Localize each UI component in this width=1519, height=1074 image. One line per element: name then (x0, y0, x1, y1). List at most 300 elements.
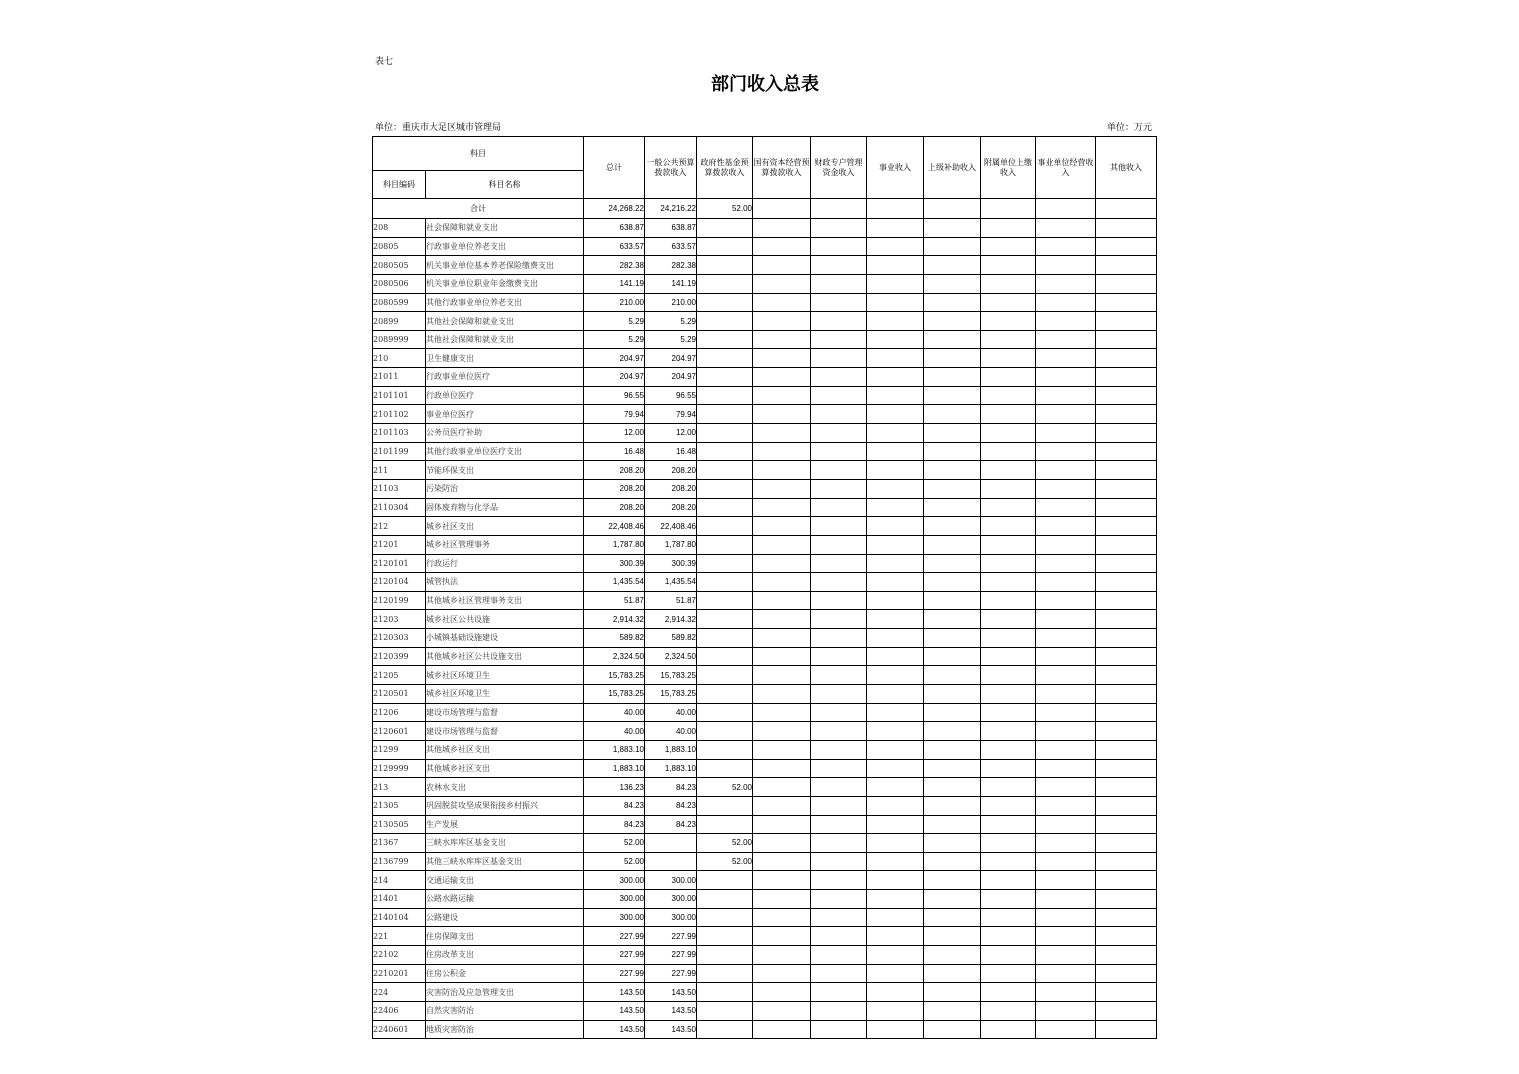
general-budget-value: 208.20 (645, 479, 697, 498)
empty-cell (1096, 219, 1157, 238)
table-row (373, 219, 1157, 238)
header-superior-subsidy: 上级补助收入 (924, 137, 981, 199)
total-value: 84.23 (584, 796, 645, 815)
table-row (373, 517, 1157, 536)
table-row (373, 908, 1157, 927)
empty-cell (1096, 703, 1157, 722)
income-table (372, 136, 1157, 1039)
total-value: 143.50 (584, 1001, 645, 1020)
empty-cell (1036, 330, 1096, 349)
general-budget-value: 84.23 (645, 796, 697, 815)
subject-name: 城管执法 (426, 573, 584, 592)
empty-cell (981, 890, 1036, 909)
empty-cell (753, 1001, 811, 1020)
empty-cell (1036, 405, 1096, 424)
empty-cell (1036, 573, 1096, 592)
general-budget-value: 227.99 (645, 927, 697, 946)
table-row (373, 554, 1157, 573)
empty-cell (867, 293, 924, 312)
subject-code: 20899 (373, 312, 426, 331)
subject-name: 建设市场管理与监督 (426, 722, 584, 741)
table-row (373, 759, 1157, 778)
empty-cell (811, 442, 867, 461)
general-budget-value: 208.20 (645, 498, 697, 517)
empty-cell (867, 498, 924, 517)
empty-cell (1036, 349, 1096, 368)
empty-cell (867, 945, 924, 964)
empty-cell (753, 759, 811, 778)
empty-cell (1036, 312, 1096, 331)
general-budget-value: 40.00 (645, 722, 697, 741)
subject-name: 行政事业单位养老支出 (426, 237, 584, 256)
subject-name: 灾害防治及应急管理支出 (426, 983, 584, 1002)
empty-cell (1096, 796, 1157, 815)
gov-fund-value: 52.00 (697, 778, 753, 797)
total-value: 5.29 (584, 330, 645, 349)
empty-cell (981, 983, 1036, 1002)
empty-cell (753, 330, 811, 349)
empty-cell (924, 274, 981, 293)
general-budget-value: 300.00 (645, 908, 697, 927)
empty-cell (1036, 424, 1096, 443)
empty-cell (753, 908, 811, 927)
empty-cell (867, 237, 924, 256)
empty-cell (981, 908, 1036, 927)
empty-cell (753, 554, 811, 573)
total-sum: 24,268.22 (584, 199, 645, 219)
gov-fund-value (697, 796, 753, 815)
empty-cell (811, 199, 867, 219)
empty-cell (753, 871, 811, 890)
table-row (373, 796, 1157, 815)
empty-cell (753, 703, 811, 722)
empty-cell (1096, 666, 1157, 685)
total-value: 282.38 (584, 256, 645, 275)
gov-fund-value: 52.00 (697, 852, 753, 871)
empty-cell (1096, 498, 1157, 517)
total-value: 208.20 (584, 498, 645, 517)
subject-code: 2120101 (373, 554, 426, 573)
table-label: 表七 (375, 57, 394, 67)
subject-code: 21205 (373, 666, 426, 685)
empty-cell (981, 237, 1036, 256)
gov-fund-value (697, 908, 753, 927)
total-general: 24,216.22 (645, 199, 697, 219)
header-code: 科目编码 (373, 171, 426, 199)
empty-cell (981, 498, 1036, 517)
subject-name: 公路水路运输 (426, 890, 584, 909)
empty-cell (753, 666, 811, 685)
empty-cell (924, 535, 981, 554)
empty-cell (867, 479, 924, 498)
reporting-unit: 单位：重庆市大足区城市管理局 (375, 123, 502, 133)
total-value: 208.20 (584, 479, 645, 498)
total-value: 633.57 (584, 237, 645, 256)
empty-cell (811, 964, 867, 983)
empty-cell (1036, 666, 1096, 685)
subject-name: 公路建设 (426, 908, 584, 927)
empty-cell (867, 573, 924, 592)
gov-fund-value (697, 685, 753, 704)
empty-cell (753, 442, 811, 461)
empty-cell (1036, 871, 1096, 890)
total-row (373, 199, 1157, 219)
empty-cell (981, 1020, 1036, 1039)
subject-name: 机关事业单位职业年金缴费支出 (426, 274, 584, 293)
general-budget-value: 84.23 (645, 778, 697, 797)
subject-code: 2210201 (373, 964, 426, 983)
empty-cell (1036, 834, 1096, 853)
empty-cell (924, 479, 981, 498)
table-row (373, 386, 1157, 405)
empty-cell (867, 703, 924, 722)
empty-cell (1036, 535, 1096, 554)
empty-cell (1036, 908, 1096, 927)
empty-cell (981, 554, 1036, 573)
empty-cell (867, 685, 924, 704)
empty-cell (924, 834, 981, 853)
empty-cell (811, 890, 867, 909)
empty-cell (867, 964, 924, 983)
empty-cell (1036, 368, 1096, 387)
table-row (373, 722, 1157, 741)
total-label: 合计 (373, 199, 584, 219)
total-value: 40.00 (584, 722, 645, 741)
empty-cell (811, 591, 867, 610)
table-row (373, 629, 1157, 648)
empty-cell (924, 908, 981, 927)
subject-code: 2240601 (373, 1020, 426, 1039)
empty-cell (1096, 573, 1157, 592)
gov-fund-value (697, 554, 753, 573)
empty-cell (924, 293, 981, 312)
empty-cell (811, 759, 867, 778)
empty-cell (1096, 647, 1157, 666)
subject-code: 21203 (373, 610, 426, 629)
general-budget-value: 2,914.32 (645, 610, 697, 629)
gov-fund-value (697, 368, 753, 387)
empty-cell (924, 256, 981, 275)
empty-cell (981, 722, 1036, 741)
empty-cell (811, 424, 867, 443)
subject-name: 交通运输支出 (426, 871, 584, 890)
general-budget-value: 2,324.50 (645, 647, 697, 666)
empty-cell (981, 274, 1036, 293)
subject-name: 其他三峡水库库区基金支出 (426, 852, 584, 871)
empty-cell (1036, 964, 1096, 983)
empty-cell (867, 610, 924, 629)
gov-fund-value (697, 647, 753, 666)
general-budget-value: 1,883.10 (645, 740, 697, 759)
empty-cell (867, 219, 924, 238)
empty-cell (981, 685, 1036, 704)
empty-cell (981, 927, 1036, 946)
empty-cell (811, 1020, 867, 1039)
gov-fund-value: 52.00 (697, 834, 753, 853)
general-budget-value: 300.00 (645, 871, 697, 890)
empty-cell (924, 312, 981, 331)
empty-cell (981, 964, 1036, 983)
total-value: 15,783.25 (584, 685, 645, 704)
empty-cell (981, 479, 1036, 498)
empty-cell (811, 573, 867, 592)
gov-fund-value (697, 1001, 753, 1020)
empty-cell (981, 461, 1036, 480)
gov-fund-value (697, 759, 753, 778)
empty-cell (924, 517, 981, 536)
empty-cell (1036, 629, 1096, 648)
subject-name: 其他社会保障和就业支出 (426, 330, 584, 349)
empty-cell (924, 927, 981, 946)
subject-name: 其他城乡社区管理事务支出 (426, 591, 584, 610)
subject-name: 节能环保支出 (426, 461, 584, 480)
page-title: 部门收入总表 (711, 74, 819, 95)
empty-cell (867, 554, 924, 573)
empty-cell (753, 945, 811, 964)
subject-code: 2120399 (373, 647, 426, 666)
empty-cell (867, 330, 924, 349)
table-row (373, 368, 1157, 387)
total-value: 210.00 (584, 293, 645, 312)
empty-cell (867, 312, 924, 331)
subject-code: 2120199 (373, 591, 426, 610)
table-row (373, 945, 1157, 964)
empty-cell (867, 666, 924, 685)
subject-code: 21201 (373, 535, 426, 554)
general-budget-value: 15,783.25 (645, 685, 697, 704)
subject-name: 城乡社区公共设施 (426, 610, 584, 629)
empty-cell (981, 666, 1036, 685)
empty-cell (1036, 199, 1096, 219)
empty-cell (981, 852, 1036, 871)
general-budget-value: 5.29 (645, 312, 697, 331)
table-row (373, 256, 1157, 275)
empty-cell (753, 685, 811, 704)
empty-cell (1096, 1020, 1157, 1039)
subject-name: 小城镇基础设施建设 (426, 629, 584, 648)
general-budget-value: 227.99 (645, 945, 697, 964)
empty-cell (1036, 293, 1096, 312)
general-budget-value: 1,787.80 (645, 535, 697, 554)
empty-cell (1036, 740, 1096, 759)
total-value: 136.23 (584, 778, 645, 797)
empty-cell (1036, 647, 1096, 666)
gov-fund-value (697, 666, 753, 685)
subject-code: 2130505 (373, 815, 426, 834)
total-value: 1,435.54 (584, 573, 645, 592)
empty-cell (753, 498, 811, 517)
empty-cell (981, 312, 1036, 331)
subject-code: 20805 (373, 237, 426, 256)
subject-name: 住房公积金 (426, 964, 584, 983)
empty-cell (924, 983, 981, 1002)
total-value: 16.48 (584, 442, 645, 461)
empty-cell (924, 368, 981, 387)
general-budget-value: 12.00 (645, 424, 697, 443)
total-value: 227.99 (584, 964, 645, 983)
empty-cell (811, 1001, 867, 1020)
empty-cell (1036, 386, 1096, 405)
empty-cell (924, 703, 981, 722)
total-value: 96.55 (584, 386, 645, 405)
empty-cell (753, 219, 811, 238)
empty-cell (1096, 908, 1157, 927)
empty-cell (811, 461, 867, 480)
empty-cell (811, 852, 867, 871)
empty-cell (811, 983, 867, 1002)
subject-code: 2089999 (373, 330, 426, 349)
gov-fund-value (697, 815, 753, 834)
empty-cell (753, 312, 811, 331)
header-state-capital: 国有资本经营预算拨款收入 (753, 137, 811, 199)
header-name: 科目名称 (426, 171, 584, 199)
gov-fund-value (697, 740, 753, 759)
total-value: 40.00 (584, 703, 645, 722)
total-value: 589.82 (584, 629, 645, 648)
empty-cell (811, 610, 867, 629)
empty-cell (811, 293, 867, 312)
total-value: 227.99 (584, 927, 645, 946)
empty-cell (811, 722, 867, 741)
subject-code: 213 (373, 778, 426, 797)
empty-cell (753, 461, 811, 480)
subject-name: 城乡社区支出 (426, 517, 584, 536)
subject-code: 2140104 (373, 908, 426, 927)
total-value: 227.99 (584, 945, 645, 964)
subject-name: 城乡社区环境卫生 (426, 685, 584, 704)
gov-fund-value (697, 386, 753, 405)
empty-cell (811, 386, 867, 405)
empty-cell (981, 647, 1036, 666)
table-row (373, 890, 1157, 909)
empty-cell (924, 498, 981, 517)
header-business-income: 事业收入 (867, 137, 924, 199)
empty-cell (1036, 778, 1096, 797)
empty-cell (867, 199, 924, 219)
subject-code: 21401 (373, 890, 426, 909)
total-value: 208.20 (584, 461, 645, 480)
empty-cell (1096, 834, 1157, 853)
empty-cell (924, 1020, 981, 1039)
empty-cell (1096, 405, 1157, 424)
subject-code: 2101101 (373, 386, 426, 405)
table-row (373, 610, 1157, 629)
empty-cell (1096, 778, 1157, 797)
empty-cell (1036, 498, 1096, 517)
empty-cell (811, 908, 867, 927)
gov-fund-value (697, 1020, 753, 1039)
empty-cell (1096, 890, 1157, 909)
subject-code: 2120501 (373, 685, 426, 704)
empty-cell (811, 368, 867, 387)
empty-cell (1096, 945, 1157, 964)
header-gov-fund: 政府性基金预算拨款收入 (697, 137, 753, 199)
empty-cell (1096, 927, 1157, 946)
empty-cell (867, 405, 924, 424)
empty-cell (867, 722, 924, 741)
general-budget-value: 16.48 (645, 442, 697, 461)
subject-name: 地质灾害防治 (426, 1020, 584, 1039)
empty-cell (981, 703, 1036, 722)
empty-cell (1096, 554, 1157, 573)
empty-cell (1096, 964, 1157, 983)
gov-fund-value (697, 498, 753, 517)
empty-cell (924, 722, 981, 741)
empty-cell (753, 573, 811, 592)
empty-cell (981, 759, 1036, 778)
empty-cell (811, 535, 867, 554)
empty-cell (924, 629, 981, 648)
total-value: 1,883.10 (584, 740, 645, 759)
empty-cell (924, 442, 981, 461)
empty-cell (1036, 461, 1096, 480)
empty-cell (811, 330, 867, 349)
empty-cell (981, 629, 1036, 648)
empty-cell (753, 890, 811, 909)
empty-cell (867, 535, 924, 554)
empty-cell (981, 349, 1036, 368)
empty-cell (811, 498, 867, 517)
empty-cell (867, 1001, 924, 1020)
empty-cell (1096, 479, 1157, 498)
empty-cell (924, 815, 981, 834)
header-general-budget: 一般公共预算拨款收入 (645, 137, 697, 199)
empty-cell (811, 647, 867, 666)
general-budget-value (645, 834, 697, 853)
subject-name: 建设市场管理与监督 (426, 703, 584, 722)
empty-cell (1036, 703, 1096, 722)
table-row (373, 591, 1157, 610)
total-value: 141.19 (584, 274, 645, 293)
general-budget-value: 79.94 (645, 405, 697, 424)
total-value: 5.29 (584, 312, 645, 331)
empty-cell (811, 405, 867, 424)
subject-code: 2101102 (373, 405, 426, 424)
empty-cell (1096, 722, 1157, 741)
empty-cell (1036, 890, 1096, 909)
empty-cell (811, 778, 867, 797)
empty-cell (924, 796, 981, 815)
subject-name: 三峡水库库区基金支出 (426, 834, 584, 853)
empty-cell (753, 852, 811, 871)
general-budget-value: 143.50 (645, 1001, 697, 1020)
subject-name: 卫生健康支出 (426, 349, 584, 368)
empty-cell (924, 685, 981, 704)
general-budget-value: 15,783.25 (645, 666, 697, 685)
empty-cell (1096, 274, 1157, 293)
subject-code: 211 (373, 461, 426, 480)
empty-cell (753, 293, 811, 312)
empty-cell (867, 908, 924, 927)
empty-cell (924, 759, 981, 778)
empty-cell (811, 517, 867, 536)
total-value: 12.00 (584, 424, 645, 443)
empty-cell (924, 890, 981, 909)
total-value: 2,324.50 (584, 647, 645, 666)
empty-cell (867, 442, 924, 461)
empty-cell (924, 219, 981, 238)
subject-name: 城乡社区管理事务 (426, 535, 584, 554)
empty-cell (1096, 740, 1157, 759)
table-row (373, 871, 1157, 890)
subject-code: 21011 (373, 368, 426, 387)
empty-cell (811, 629, 867, 648)
gov-fund-value (697, 424, 753, 443)
empty-cell (981, 405, 1036, 424)
subject-code: 2080505 (373, 256, 426, 275)
table-row (373, 498, 1157, 517)
empty-cell (753, 778, 811, 797)
